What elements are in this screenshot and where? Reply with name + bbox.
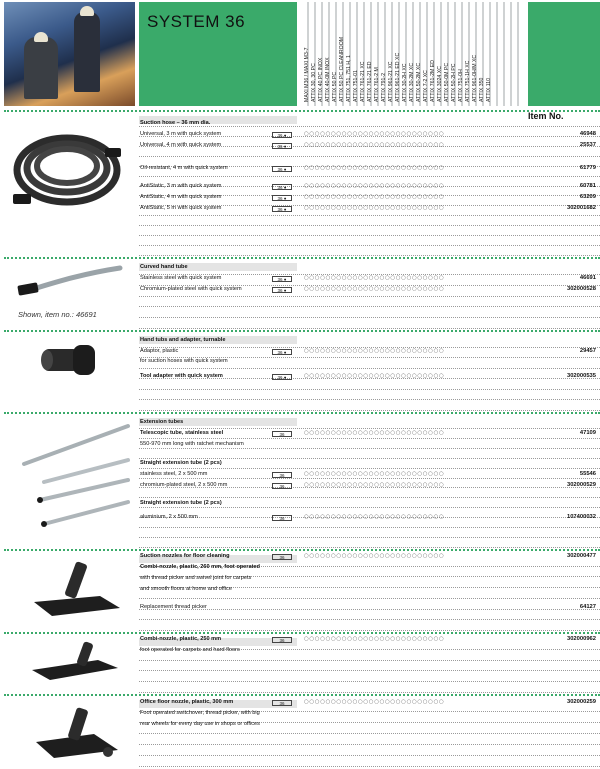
model-name: ATTIX 50 PC CLEANROOM (339, 36, 345, 102)
compatibility-marks: ○○○○○○○○○○○○○○○○○○○○○○○○○○ (304, 373, 445, 379)
compatibility-marks: ○○○○○○○○○○○○○○○○○○○○○○○○○○ (304, 471, 445, 477)
row-description: for suction hoses with quick system (140, 358, 228, 364)
system-symbol: 36 ● (272, 184, 292, 190)
model-column-header (415, 2, 422, 102)
item-number: 46691 (579, 275, 596, 281)
item-number: 302000477 (566, 553, 596, 559)
row-description: Hand tubs and adapter, turnable (140, 337, 226, 343)
image-caption: Shown, item no.: 46691 (18, 310, 97, 319)
row-description: Replacement thread picker (140, 604, 207, 610)
model-name: ATTIX 751-0H (458, 69, 464, 102)
system-symbol: 36 ● (272, 349, 292, 355)
model-column-header (373, 2, 380, 102)
item-number: 29457 (579, 348, 596, 354)
model-column-header (408, 2, 415, 102)
model-name: ATTIX 50-2H PC (451, 63, 457, 102)
row-line (139, 126, 600, 127)
model-name: ATTIX 50-2M XC (416, 62, 422, 102)
item-number: 302000259 (566, 699, 596, 705)
row-line (139, 448, 600, 449)
system-symbol: 36 (272, 515, 292, 521)
model-name: ATTIX 40 PC INOX (318, 57, 324, 102)
model-column-header (380, 2, 387, 102)
model-name: ATTIX 30-2M XC (409, 62, 415, 102)
row-description: Straight extension tube (2 pcs) (140, 460, 222, 466)
system-symbol: 36 ● (272, 276, 292, 282)
row-line (139, 497, 600, 498)
item-number: 302000529 (566, 482, 596, 488)
model-name: ATTIX 761-2M ED (430, 60, 436, 102)
helmet-icon (80, 6, 94, 16)
item-number: 302000528 (566, 286, 596, 292)
row-description: stainless steel, 2 x 500 mm (140, 471, 208, 477)
compatibility-marks: ○○○○○○○○○○○○○○○○○○○○○○○○○○ (304, 131, 445, 137)
row-description: and smooth floors at home and office (140, 586, 232, 592)
row-line (139, 245, 600, 246)
firefighter-figure (74, 12, 100, 92)
row-line (139, 235, 600, 236)
adaptor-image (35, 335, 105, 385)
row-description: Extension tubes (140, 419, 184, 425)
row-line (139, 468, 600, 469)
model-column-header (331, 2, 338, 102)
item-number: 46948 (579, 131, 596, 137)
compatibility-marks: ○○○○○○○○○○○○○○○○○○○○○○○○○○ (304, 636, 445, 642)
section-separator (4, 632, 600, 634)
row-line (139, 215, 600, 216)
row-line (139, 547, 600, 548)
model-column-header (401, 2, 408, 102)
row-line (139, 458, 600, 459)
row-line (139, 527, 600, 528)
row-line (139, 537, 600, 538)
row-description: chromium-plated steel, 2 x 500 mm (140, 482, 228, 488)
model-name: ATTIX 961-21 XC (388, 61, 394, 102)
combi-nozzle-260-image (30, 556, 125, 621)
model-name: ATTIX 751-1H XC (465, 60, 471, 102)
compatibility-marks: ○○○○○○○○○○○○○○○○○○○○○○○○○○ (304, 514, 445, 520)
model-name: ATTIX 50 PC (332, 71, 338, 102)
row-line (139, 733, 600, 734)
model-column-header (317, 2, 324, 102)
row-line (139, 428, 600, 429)
model-column-header (324, 2, 331, 102)
row-description: Curved hand tube (140, 264, 188, 270)
system-symbol: 36 (272, 637, 292, 643)
item-number: 61779 (579, 165, 596, 171)
model-name: ATTIX 961-0H/M XC (472, 54, 478, 102)
row-description: Universal, 3 m with quick system (140, 131, 222, 137)
model-column-header (310, 2, 317, 102)
row-line (139, 410, 600, 411)
row-description: Foot operated switchover, thread picker, with big (140, 710, 260, 716)
row-line (139, 630, 600, 631)
model-name: MAXI M36 / MAXI M3-7 (304, 47, 310, 102)
row-line (139, 156, 600, 157)
row-description: Combi-nozzle, plastic, 260 mm, foot operated (140, 564, 260, 570)
row-line (139, 598, 600, 599)
row-description: Suction nozzles for floor cleaning (140, 553, 230, 559)
section-separator (4, 694, 600, 696)
model-column-header (443, 2, 450, 102)
model-column-header (338, 2, 345, 102)
model-column-header (387, 2, 394, 102)
row-description: Suction hose – 36 mm dia. (140, 120, 211, 126)
row-line (139, 399, 600, 400)
compatibility-marks: ○○○○○○○○○○○○○○○○○○○○○○○○○○ (304, 430, 445, 436)
item-number: 55546 (579, 471, 596, 477)
row-line (139, 306, 600, 307)
row-line (139, 389, 600, 390)
model-column-header (366, 2, 373, 102)
compatibility-marks: ○○○○○○○○○○○○○○○○○○○○○○○○○○ (304, 165, 445, 171)
model-column-header (422, 2, 429, 102)
model-name: ATTIX 30, 30 PC (311, 63, 317, 102)
row-line (139, 619, 600, 620)
compatibility-marks: ○○○○○○○○○○○○○○○○○○○○○○○○○○ (304, 553, 445, 559)
compatibility-marks: ○○○○○○○○○○○○○○○○○○○○○○○○○○ (304, 699, 445, 705)
row-line (139, 670, 600, 671)
compatibility-marks: ○○○○○○○○○○○○○○○○○○○○○○○○○○ (304, 205, 445, 211)
page-title: SYSTEM 36 (147, 12, 246, 31)
model-column-header (457, 2, 464, 102)
model-name: ATTIX 791-2 (381, 72, 387, 102)
row-description: foot operated for carpets and hard floors (140, 647, 240, 653)
compatibility-marks: ○○○○○○○○○○○○○○○○○○○○○○○○○○ (304, 183, 445, 189)
model-name: ATTIX 30-2H XC (402, 63, 408, 102)
helmet-icon (34, 32, 48, 42)
system-symbol: 36 ● (272, 206, 292, 212)
row-description: rear wheels for every day use in shops or offices (140, 721, 260, 727)
item-number: 25537 (579, 142, 596, 148)
system-symbol: 36 ● (272, 195, 292, 201)
row-line (139, 478, 600, 479)
model-column-header (303, 2, 310, 102)
compatibility-marks: ○○○○○○○○○○○○○○○○○○○○○○○○○○ (304, 348, 445, 354)
item-no-header: Item No. (528, 111, 564, 121)
system-symbol: 36 ● (272, 166, 292, 172)
row-description: Chromium-plated steel with quick system (140, 286, 242, 292)
model-name: ATTIX 761-21 XC (360, 61, 366, 102)
row-description: Oil-resistant, 4 m with quick system (140, 165, 228, 171)
row-line (139, 755, 600, 756)
model-column-header (464, 2, 471, 102)
row-description: Combi-nozzle, plastic, 250 mm (140, 636, 222, 642)
section-separator (4, 549, 600, 551)
row-description: Tool adapter with quick system (140, 373, 223, 379)
model-column-header (436, 2, 443, 102)
row-description: AntiStatic, 3 m with quick system (140, 183, 222, 189)
system-symbol: 36 (272, 483, 292, 489)
firefighter-figure (24, 37, 58, 99)
system-symbol: 36 (272, 472, 292, 478)
item-number: 64127 (579, 604, 596, 610)
item-number: 302000535 (566, 373, 596, 379)
row-description: Telescopic tube, stainless steel (140, 430, 224, 436)
item-number: 302000962 (566, 636, 596, 642)
row-description: aluminium, 2 x 500 mm (140, 514, 198, 520)
section-separator (4, 330, 600, 332)
item-number: 60781 (579, 183, 596, 189)
system-symbol: 36 ● (272, 143, 292, 149)
row-line (139, 766, 600, 767)
row-description: AntiStatic, 4 m with quick system (140, 194, 222, 200)
row-description: Stainless steel with quick system (140, 275, 222, 281)
model-name: ATTIX 751-01 (353, 70, 359, 102)
compatibility-marks: ○○○○○○○○○○○○○○○○○○○○○○○○○○ (304, 194, 445, 200)
model-column-header (485, 2, 492, 102)
section-separator (4, 110, 600, 112)
section-separator (4, 412, 600, 414)
office-floor-nozzle-image (28, 706, 123, 766)
row-description: Universal, 4 m with quick system (140, 142, 222, 148)
row-line (139, 438, 600, 439)
row-line (139, 317, 600, 318)
section-separator (4, 257, 600, 259)
compatibility-marks: ○○○○○○○○○○○○○○○○○○○○○○○○○○ (304, 482, 445, 488)
model-name: ATTIX 961-21 ED XC (395, 52, 401, 102)
model-column-header (450, 2, 457, 102)
row-line (139, 296, 600, 297)
header-photo-firefighters (4, 2, 135, 106)
row-line (139, 176, 600, 177)
row-description: Office floor nozzle, plastic, 300 mm (140, 699, 234, 705)
compatibility-marks: ○○○○○○○○○○○○○○○○○○○○○○○○○○ (304, 142, 445, 148)
curved-hand-tube-image (10, 262, 132, 302)
model-name: ATTIX 761-21 ED (367, 61, 373, 102)
model-name: ATTIX 761-2 M (374, 67, 380, 102)
model-column-headers (302, 2, 524, 106)
model-column-header (352, 2, 359, 102)
model-name: ATTIX 350 (479, 77, 485, 102)
extension-tubes-image (18, 420, 133, 530)
model-name: ATTIX 110 (486, 77, 492, 102)
model-name: ATTIX 7-2 XC (423, 70, 429, 102)
row-description: Adaptor, plastic (140, 348, 179, 354)
row-description: 550-970 mm long with ratchet mechanism (140, 441, 244, 447)
suction-hose-image (5, 118, 135, 218)
model-column-header (478, 2, 485, 102)
row-line (139, 692, 600, 693)
system-symbol: 36 (272, 431, 292, 437)
row-line (139, 255, 600, 256)
compatibility-marks: ○○○○○○○○○○○○○○○○○○○○○○○○○○ (304, 275, 445, 281)
row-line (139, 681, 600, 682)
item-number: 47109 (579, 430, 596, 436)
row-line (139, 328, 600, 329)
header-right-block (528, 2, 600, 106)
item-number: 107400032 (566, 514, 596, 520)
model-name: ATTIX 40-0M INOX (325, 57, 331, 102)
model-column-header (359, 2, 366, 102)
model-name: ATTIX 751, 751 H, 1 (346, 55, 352, 102)
model-name: ATTIX 3024 XC (437, 66, 443, 102)
model-column-header (394, 2, 401, 102)
header-title-block (139, 2, 297, 106)
model-column-header (471, 2, 478, 102)
row-line (139, 744, 600, 745)
item-number: 63209 (579, 194, 596, 200)
row-line (139, 507, 600, 508)
row-description: AntiStatic, 5 m with quick system (140, 205, 222, 211)
row-line (139, 368, 600, 369)
item-number: 302001682 (566, 205, 596, 211)
system-symbol: 36 (272, 700, 292, 706)
row-description: Straight extension tube (2 pcs) (140, 500, 222, 506)
model-name: ATTIX 50-0M PC (444, 62, 450, 102)
system-symbol: 36 ● (272, 132, 292, 138)
row-line (139, 660, 600, 661)
compatibility-marks: ○○○○○○○○○○○○○○○○○○○○○○○○○○ (304, 286, 445, 292)
system-symbol: 36 ● (272, 287, 292, 293)
row-line (139, 225, 600, 226)
model-column-header (429, 2, 436, 102)
model-column-header (345, 2, 352, 102)
system-symbol: 36 (272, 554, 292, 560)
row-description: with thread picker and swivel joint for carpets (140, 575, 252, 581)
combi-nozzle-250-image (28, 640, 123, 685)
system-symbol: 36 ● (272, 374, 292, 380)
